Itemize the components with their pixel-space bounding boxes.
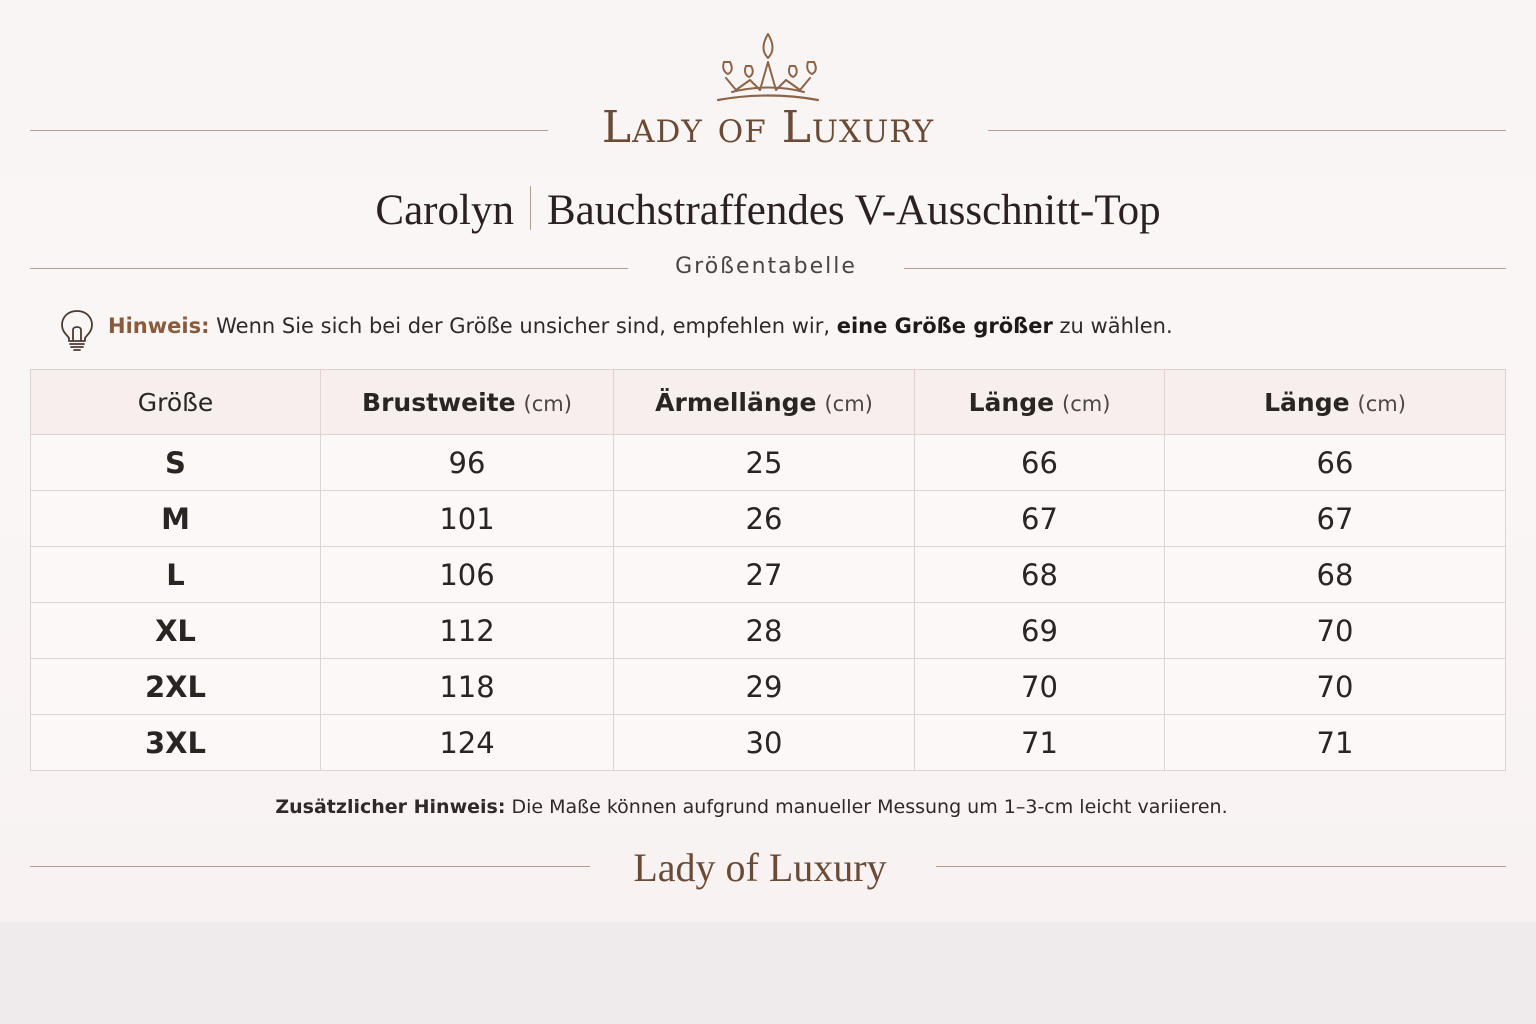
sleeve-cell: 30 [614, 715, 915, 771]
hint-box [58, 308, 1498, 352]
lightbulb-icon [58, 308, 96, 352]
table-row [31, 547, 1506, 603]
bottom-margin [0, 922, 1536, 1024]
header-rule-left [30, 130, 548, 131]
chest-cell: 106 [321, 547, 614, 603]
product-description: Bauchstraffendes V-Ausschnitt-Top [546, 187, 1161, 234]
header-chest [321, 370, 614, 435]
table-row [31, 435, 1506, 491]
hint-text-before: Wenn Sie sich bei der Größe unsicher sind, empfehlen wir, [209, 314, 837, 338]
chest-cell: 112 [321, 603, 614, 659]
length-cell: 68 [1165, 547, 1506, 603]
header-brand-row [0, 100, 1536, 160]
table-row [31, 715, 1506, 771]
hint-emphasis: eine Größe größer [836, 314, 1053, 338]
header-size [31, 370, 321, 435]
header-label: Brustweite [362, 387, 516, 417]
length-cell: 69 [915, 603, 1165, 659]
size-table [30, 369, 1506, 771]
header-unit: (cm) [1062, 391, 1111, 416]
title-separator [530, 186, 531, 230]
product-title [0, 186, 1536, 235]
header-length-1 [915, 370, 1165, 435]
hint-text-after: zu wählen. [1052, 314, 1173, 338]
footer-brand-row [0, 840, 1536, 896]
length-cell: 70 [1165, 659, 1506, 715]
note-text: Die Maße können aufgrund manueller Messung um 1–3-cm leicht variieren. [505, 796, 1228, 818]
length-cell: 68 [915, 547, 1165, 603]
sleeve-cell: 25 [614, 435, 915, 491]
length-cell: 67 [915, 491, 1165, 547]
product-name: Carolyn [375, 187, 514, 234]
table-row [31, 491, 1506, 547]
size-cell: XL [31, 603, 321, 659]
header-unit: (cm) [824, 391, 873, 416]
length-cell: 67 [1165, 491, 1506, 547]
length-cell: 70 [1165, 603, 1506, 659]
chest-cell: 118 [321, 659, 614, 715]
sleeve-cell: 29 [614, 659, 915, 715]
hint-text [108, 314, 1173, 338]
table-row [31, 603, 1506, 659]
header-unit: (cm) [523, 391, 572, 416]
header-label: Größe [137, 387, 214, 417]
footer-rule-right [936, 866, 1506, 867]
footer-rule-left [30, 866, 590, 867]
length-cell: 66 [1165, 435, 1506, 491]
size-cell: 3XL [31, 715, 321, 771]
subtitle-rule-left [30, 268, 628, 269]
header-length-2 [1165, 370, 1506, 435]
header-sleeve [614, 370, 915, 435]
chest-cell: 96 [321, 435, 614, 491]
size-cell: M [31, 491, 321, 547]
additional-note [0, 796, 1503, 818]
brand-name: Lady of Luxury [601, 102, 935, 153]
table-row [31, 659, 1506, 715]
crown-icon [714, 30, 822, 104]
size-cell: L [31, 547, 321, 603]
sleeve-cell: 27 [614, 547, 915, 603]
chest-cell: 124 [321, 715, 614, 771]
subtitle: Größentabelle [675, 254, 857, 279]
header-label: Länge [968, 387, 1055, 417]
header-label: Ärmellänge [655, 387, 817, 417]
chest-cell: 101 [321, 491, 614, 547]
table-header-row [31, 370, 1506, 435]
size-cell: 2XL [31, 659, 321, 715]
header-label: Länge [1264, 387, 1350, 417]
header-unit: (cm) [1357, 391, 1406, 416]
length-cell: 71 [1165, 715, 1506, 771]
hint-label: Hinweis: [108, 314, 210, 338]
sleeve-cell: 28 [614, 603, 915, 659]
footer-brand: Lady of Luxury [633, 845, 887, 890]
length-cell: 70 [915, 659, 1165, 715]
size-cell: S [31, 435, 321, 491]
header-rule-right [988, 130, 1506, 131]
length-cell: 71 [915, 715, 1165, 771]
subtitle-rule-right [904, 268, 1506, 269]
length-cell: 66 [915, 435, 1165, 491]
note-label: Zusätzlicher Hinweis: [275, 796, 506, 818]
sleeve-cell: 26 [614, 491, 915, 547]
